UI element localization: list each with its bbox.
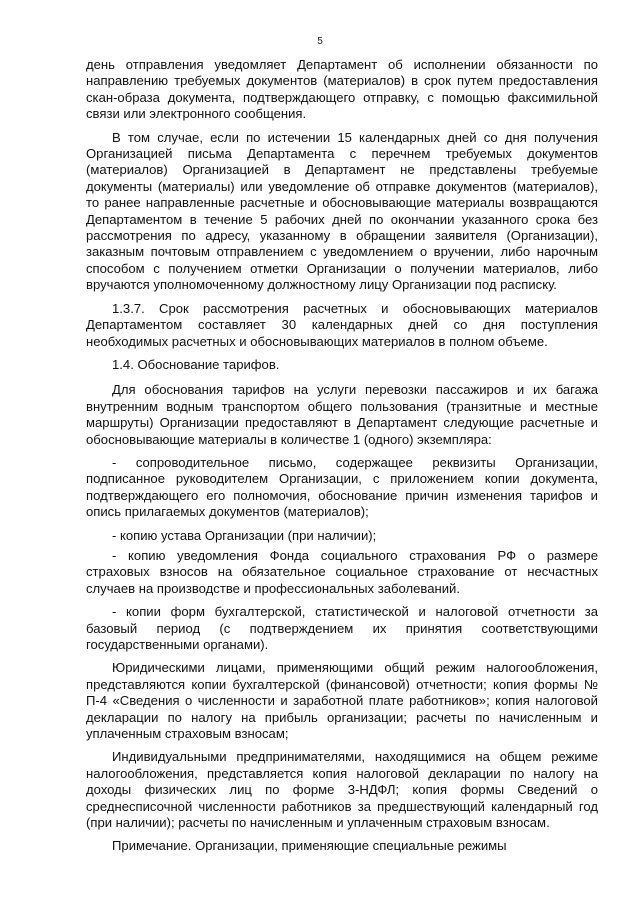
list-item-cover-letter: - сопроводительное письмо, содержащее реквизиты Организации, подписанное руководителем Организации, с приложением копии документа, подтверждающего его полномочия, обоснование причин изменения тарифов и опись прилагаемых документов (материалов); <box>86 454 598 520</box>
paragraph-legal-entities: Юридическими лицами, применяющими общий режим налогообложения, представляются копии бухгалтерской (финансовой) отчетности; копия формы № П-4 «Сведения о численности и заработной плате работников»; копия налоговой декларации по налогу на прибыль организации; расчеты по начисленным и уплаченным страховым взносам; <box>86 660 598 742</box>
list-item-fss-notice: - копию уведомления Фонда социального страхования РФ о размере страховых взносов на обязательное социальное страхование от несчастных случаев на производстве и профессиональных заболеваний. <box>86 547 598 596</box>
section-heading-tariff-justification: 1.4. Обоснование тарифов. <box>112 356 280 372</box>
paragraph-return-materials: В том случае, если по истечении 15 календарных дней со дня получения Организацией письма Департамента с перечнем требуемых документов (материалов) Организацией в Департамент не представлены требуемые документы (материалы) или уведомление об отправке документов (материалов), то ранее направленные расчетные и обосновывающие материалы возвращаются Департаментом в течение 5 рабочих дней по окончании указанного срока без рассмотрения по адресу, указанному в обращении заявителя (Организации), заказным почтовым отправлением с уведомлением о вручении, либо нарочным способом с получением отметки Организации о получении материалов, либо вручаются уполномоченному должностному лицу Организации под расписку. <box>86 129 598 293</box>
paragraph-individual-entrepreneurs: Индивидуальными предпринимателями, находящимися на общем режиме налогообложения, представляется копия налоговой декларации по налогу на доходы физических лиц по форме 3-НДФЛ; копия формы Сведений о среднесписочной численности работников за предшествующий календарный год (при наличии); расчеты по начисленным и уплаченным страховым взносам. <box>86 749 598 831</box>
paragraph-review-period: 1.3.7. Срок рассмотрения расчетных и обосновывающих материалов Департаментом составляет 30 календарных дней со дня поступления необходимых расчетных и обосновывающих материалов в полном объеме. <box>86 300 598 349</box>
document-body <box>86 57 598 862</box>
paragraph-continuation: день отправления уведомляет Департамент об исполнении обязанности по направлению требуемых документов (материалов) в срок путем предоставления скан-образа документа, подтверждающего отправку, с помощью факсимильной связи или электронного сообщения. <box>86 57 598 122</box>
list-item-reporting-forms: - копии форм бухгалтерской, статистической и налоговой отчетности за базовый период (с подтверждением их принятия соответствующими государственными органами). <box>86 604 598 652</box>
page-number: 5 <box>317 36 323 47</box>
paragraph-note: Примечание. Организации, применяющие специальные режимы <box>112 838 507 854</box>
paragraph-tariff-materials-intro: Для обоснования тарифов на услуги перевозки пассажиров и их багажа внутренним водным транспортом общего пользования (транзитные и местные маршруты) Организации предоставляют в Департамент следующие расчетные и обосновывающие материалы в количестве 1 (одного) экземпляра: <box>86 382 598 447</box>
list-item-charter-copy: - копию устава Организации (при наличии); <box>112 527 377 543</box>
